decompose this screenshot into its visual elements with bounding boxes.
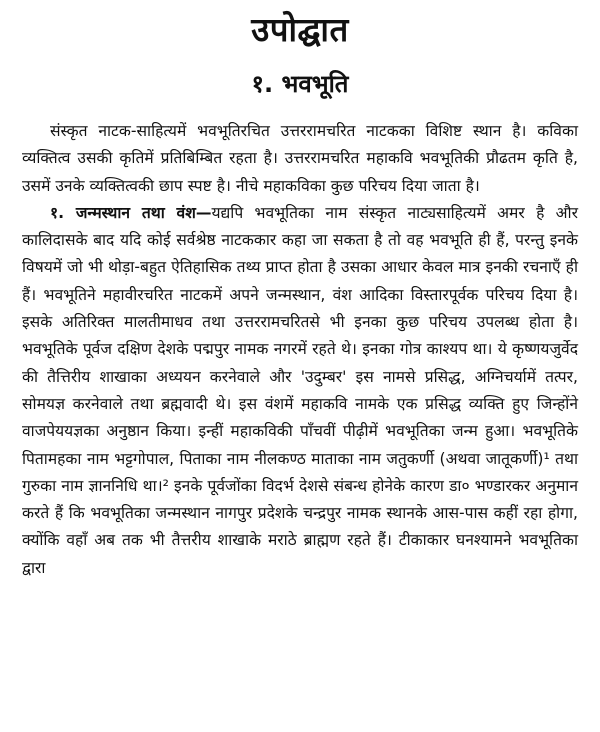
paragraph-intro: संस्कृत नाटक-साहित्यमें भवभूतिरचित उत्तररामचरित नाटकका विशिष्ट स्थान है। कविका व्यक्तित्व उसकी कृतिमें प्रतिबिम्बित रहता है। उत्तररामचरित महाकवि भवभूतिकी प्रौढतम कृति है, उसमें उनके व्यक्तित्वकी छाप स्पष्ट है। नीचे महाकविका कुछ परिचय दिया जाता है। — [22, 122, 578, 195]
chapter-title: उपोद्घात — [251, 10, 349, 49]
paragraph-heading: १. जन्मस्थान तथा वंश— — [50, 203, 212, 222]
paragraph-body: यद्यपि भवभूतिका नाम संस्कृत नाट्यसाहित्यमें अमर है और कालिदासके बाद यदि कोई सर्वश्रेष्ठ नाटककार कहा जा सकता है तो वह भवभूति ही हैं, परन्तु इनके विषयमें जो भी थोड़ा-बहुत ऐतिहासिक तथ्य प्राप्त होता है उसका आधार केवल मात्र इनकी रचनाएँ ही हैं। भवभूतिने महावीरचरित नाटकमें अपने जन्मस्थान, वंश आदिका विस्तारपूर्वक परिचय दिया है। इसके अतिरिक्त मालतीमाधव तथा उत्तररामचरितसे भी इनका कुछ परिचय उपलब्ध होता है। भवभूतिके पूर्वज दक्षिण देशके पद्मपुर नामक नगरमें रहते थे। इनका गोत्र काश्यप था। ये कृष्णयजुर्वेद की तैत्तिरीय शाखाका अध्ययन करनेवाले और 'उदुम्बर' इस नामसे प्रसिद्ध, अग्निचर्यामें तत्पर, सोमयज्ञ करनेवाले तथा ब्रह्मवादी थे। इस वंशमें महाकवि नामके एक प्रसिद्ध व्यक्ति हुए जिन्होंने वाजपेययज्ञका अनुष्ठान किया। इन्हीं महाकविकी पाँचवीं पीढ़ीमें भवभूतिका जन्म हुआ। भवभूतिके पितामहका नाम भट्टगोपाल, पिताका नाम नीलकण्ठ माताका नाम जतुकर्णी (अथवा जातूकर्णी)¹ तथा गुरुका नाम ज्ञाननिधि था।² इनके पूर्वजोंका विदर्भ देशसे संबन्ध होनेके कारण डा० भण्डारकर अनुमान करते हैं कि भवभूतिका जन्मस्थान नागपुर प्रदेशके चन्द्रपुर नामक स्थानके आस-पास कहीं रहा होगा, क्योंकि वहाँ अब तक भी तैत्तरीय शाखाके मराठे ब्राह्मण रहते हैं। टीकाकार घनश्यामने भवभूतिका द्वारा — [22, 203, 578, 577]
paragraph-birthplace — [22, 200, 578, 582]
body-text — [22, 118, 578, 582]
section-heading: १. भवभूति — [251, 70, 349, 98]
